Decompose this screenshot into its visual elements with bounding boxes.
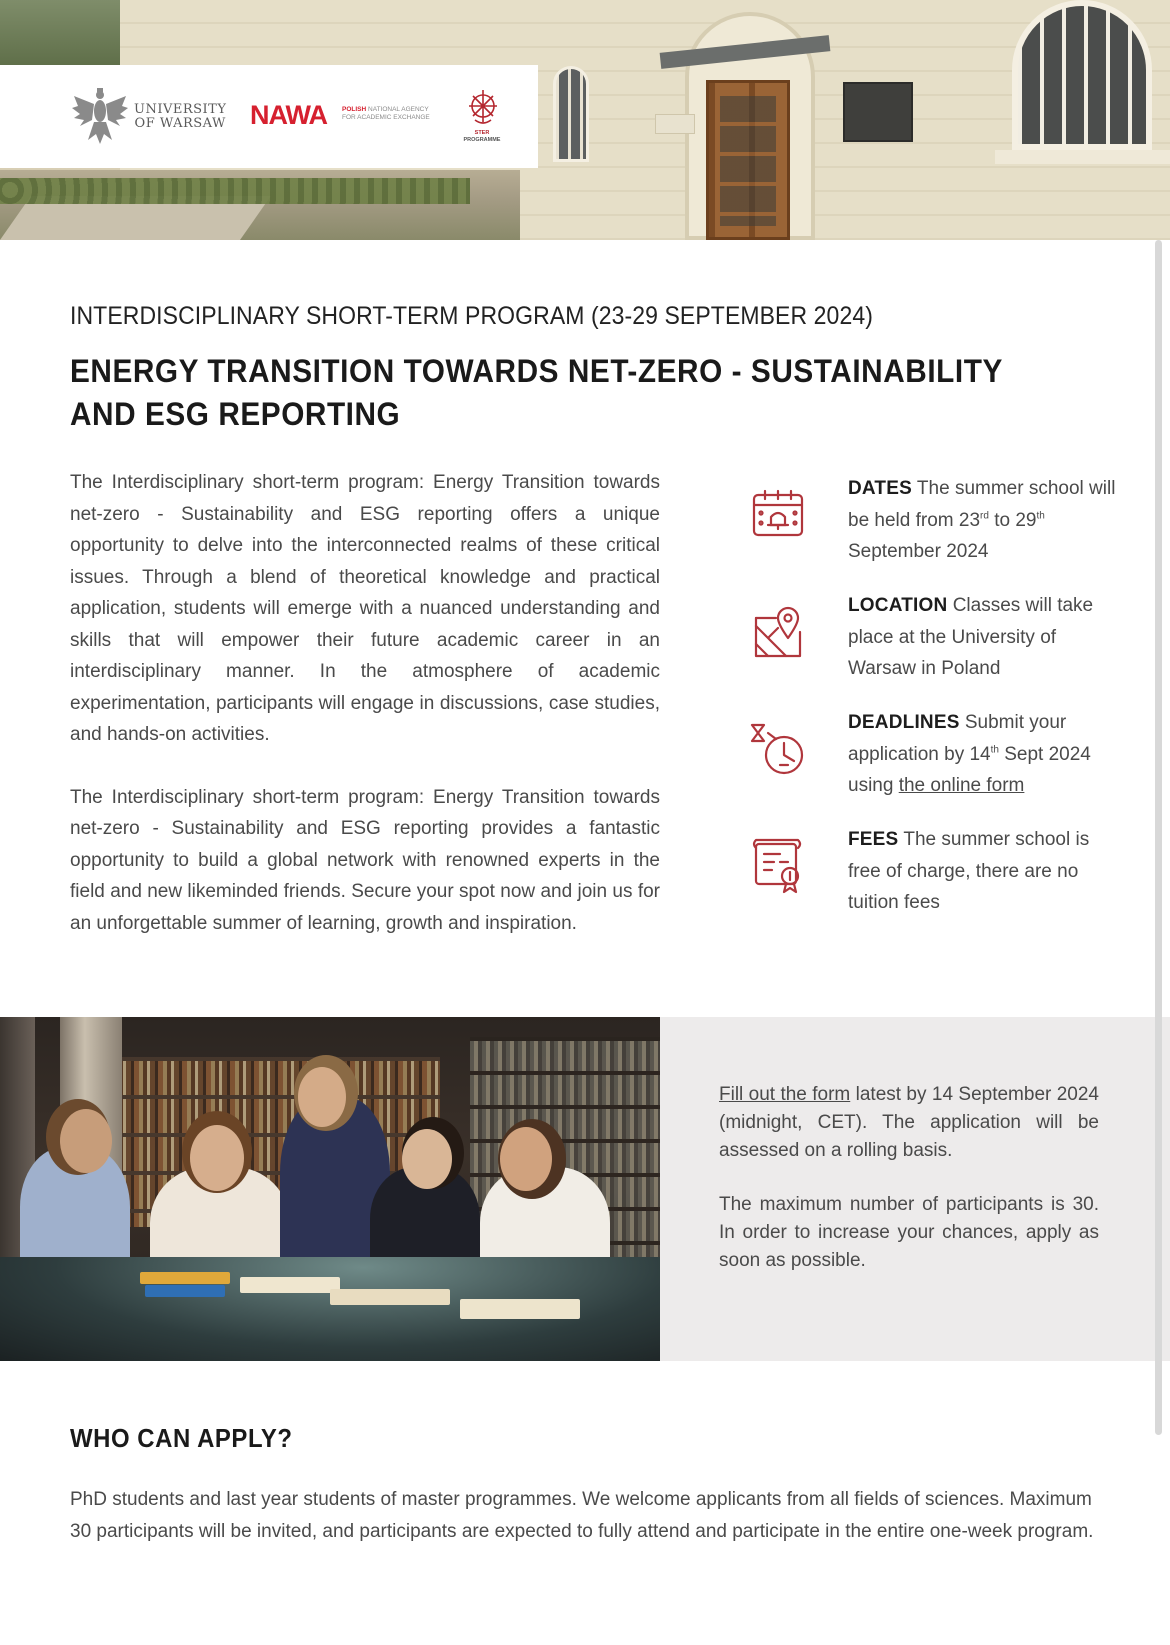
ster-programme-wordmark	[452, 130, 512, 144]
building-plaque	[843, 82, 913, 142]
application-deadline-text: latest by 14 September 2024 (midnight, CET). The application will be assessed on a rolling basis.	[719, 1084, 1099, 1161]
university-of-warsaw-wordmark	[134, 103, 226, 131]
uw-line-2: OF WARSAW	[134, 116, 226, 131]
intro-text	[70, 467, 660, 939]
fact-deadlines-label: DEADLINES	[848, 712, 960, 733]
uw-line-1: UNIVERSITY	[134, 102, 227, 117]
fact-location-body: Classes will take place at the University of Warsaw in Poland	[848, 595, 1094, 679]
application-deadline-paragraph	[719, 1081, 1099, 1165]
fact-deadlines	[750, 707, 1120, 824]
map-pin-icon	[750, 604, 806, 660]
photo-student-4-head	[402, 1129, 452, 1189]
fact-dates-text	[848, 473, 1118, 568]
building-sign	[655, 114, 695, 134]
fact-dates-sup-b: th	[1036, 510, 1045, 522]
fact-dates-body-c: September 2024	[848, 541, 989, 562]
fact-deadlines-body-a: Submit your application by 14	[848, 712, 1067, 765]
fact-dates	[750, 473, 1120, 590]
nawa-tagline-rest: NATIONAL AGENCY FOR ACADEMIC EXCHANGE	[342, 106, 430, 121]
fact-location-label: LOCATION	[848, 595, 948, 616]
photo-student-3-head	[298, 1067, 346, 1127]
fact-dates-body-a: The summer school will be held from 23	[848, 478, 1116, 531]
certificate-icon	[750, 838, 806, 894]
ster-line-1: STER	[474, 130, 490, 136]
hero-hedge	[0, 178, 470, 204]
building-window-large	[1012, 0, 1152, 150]
program-kicker: INTERDISCIPLINARY SHORT-TERM PROGRAM (23-29 SEPTEMBER 2024)	[70, 302, 873, 330]
fact-deadlines-text	[848, 707, 1118, 802]
nawa-logo: NAWA	[250, 100, 327, 130]
photo-books	[145, 1285, 225, 1297]
page-title: ENERGY TRANSITION TOWARDS NET-ZERO - SUSTAINABILITY AND ESG REPORTING	[70, 353, 1003, 432]
who-can-apply-text: PhD students and last year students of master programmes. We welcome applicants from all fields of sciences. Maximum 30 participants will be invited, and participants are expected to fully attend and participate in the entire one-week program.	[70, 1489, 1094, 1542]
fact-location	[750, 590, 1120, 707]
photo-student-5-head	[500, 1127, 552, 1191]
ster-line-2: PROGRAMME	[463, 137, 501, 143]
fact-fees	[750, 824, 1120, 941]
fill-out-form-link[interactable]: Fill out the form	[719, 1084, 851, 1105]
intro-paragraph-2: The Interdisciplinary short-term program: Energy Transition towards net-zero - Sustainability and ESG reporting provides a fantastic opportunity to build a global network with renowned experts in the field and new likeminded friends. Secure your spot now and join us for an unforgettable summer of learning, growth and inspiration.	[70, 786, 660, 934]
who-can-apply-heading: WHO CAN APPLY?	[70, 1423, 293, 1453]
key-facts	[750, 473, 1120, 941]
photo-open-book	[330, 1289, 450, 1305]
scrollbar[interactable]	[1155, 240, 1162, 1435]
online-form-link[interactable]: the online form	[898, 775, 1025, 796]
students-library-photo	[0, 1017, 660, 1361]
fact-location-text	[848, 590, 1118, 685]
fact-deadlines-body-b: Sept 2024 using	[848, 743, 1091, 796]
photo-student-2-head	[190, 1125, 244, 1191]
fact-fees-label: FEES	[848, 829, 899, 850]
building-ledge	[995, 150, 1170, 164]
clock-icon	[750, 721, 806, 777]
building-door-glass	[720, 96, 776, 226]
fact-fees-body: The summer school is free of charge, there are no tuition fees	[848, 829, 1090, 913]
fact-deadlines-sup: th	[990, 744, 999, 756]
photo-student-1-head	[60, 1109, 112, 1173]
fact-dates-sup-a: rd	[980, 510, 989, 522]
nawa-tagline	[342, 106, 432, 122]
calendar-icon	[750, 487, 806, 543]
nawa-tagline-brand: POLISH	[342, 106, 367, 113]
fact-dates-label: DATES	[848, 478, 912, 499]
application-info-panel	[660, 1017, 1170, 1361]
intro-paragraph-1: The Interdisciplinary short-term program: Energy Transition towards net-zero - Sustainability and ESG reporting offers a unique opportunity to delve into the interconnected realms of these critical issues. Through a blend of theoretical knowledge and practical application, students will emerge with a nuanced understanding and skills that will empower their future academic career in an interdisciplinary manner. In the atmosphere of academic experimentation, participants will engage in discussions, case studies, and hands-on activities.	[70, 472, 660, 745]
fact-dates-body-b: to 29	[988, 509, 1037, 531]
building-window	[553, 66, 589, 162]
university-of-warsaw-eagle-logo	[70, 86, 130, 148]
photo-open-book	[240, 1277, 340, 1293]
photo-books	[140, 1272, 230, 1284]
max-participants-paragraph: The maximum number of participants is 30. In order to increase your chances, apply as soon as possible.	[719, 1194, 1099, 1271]
photo-open-book	[460, 1299, 580, 1319]
ster-programme-logo	[463, 86, 503, 134]
fact-fees-text	[848, 824, 1118, 919]
application-info-text	[719, 1081, 1099, 1275]
